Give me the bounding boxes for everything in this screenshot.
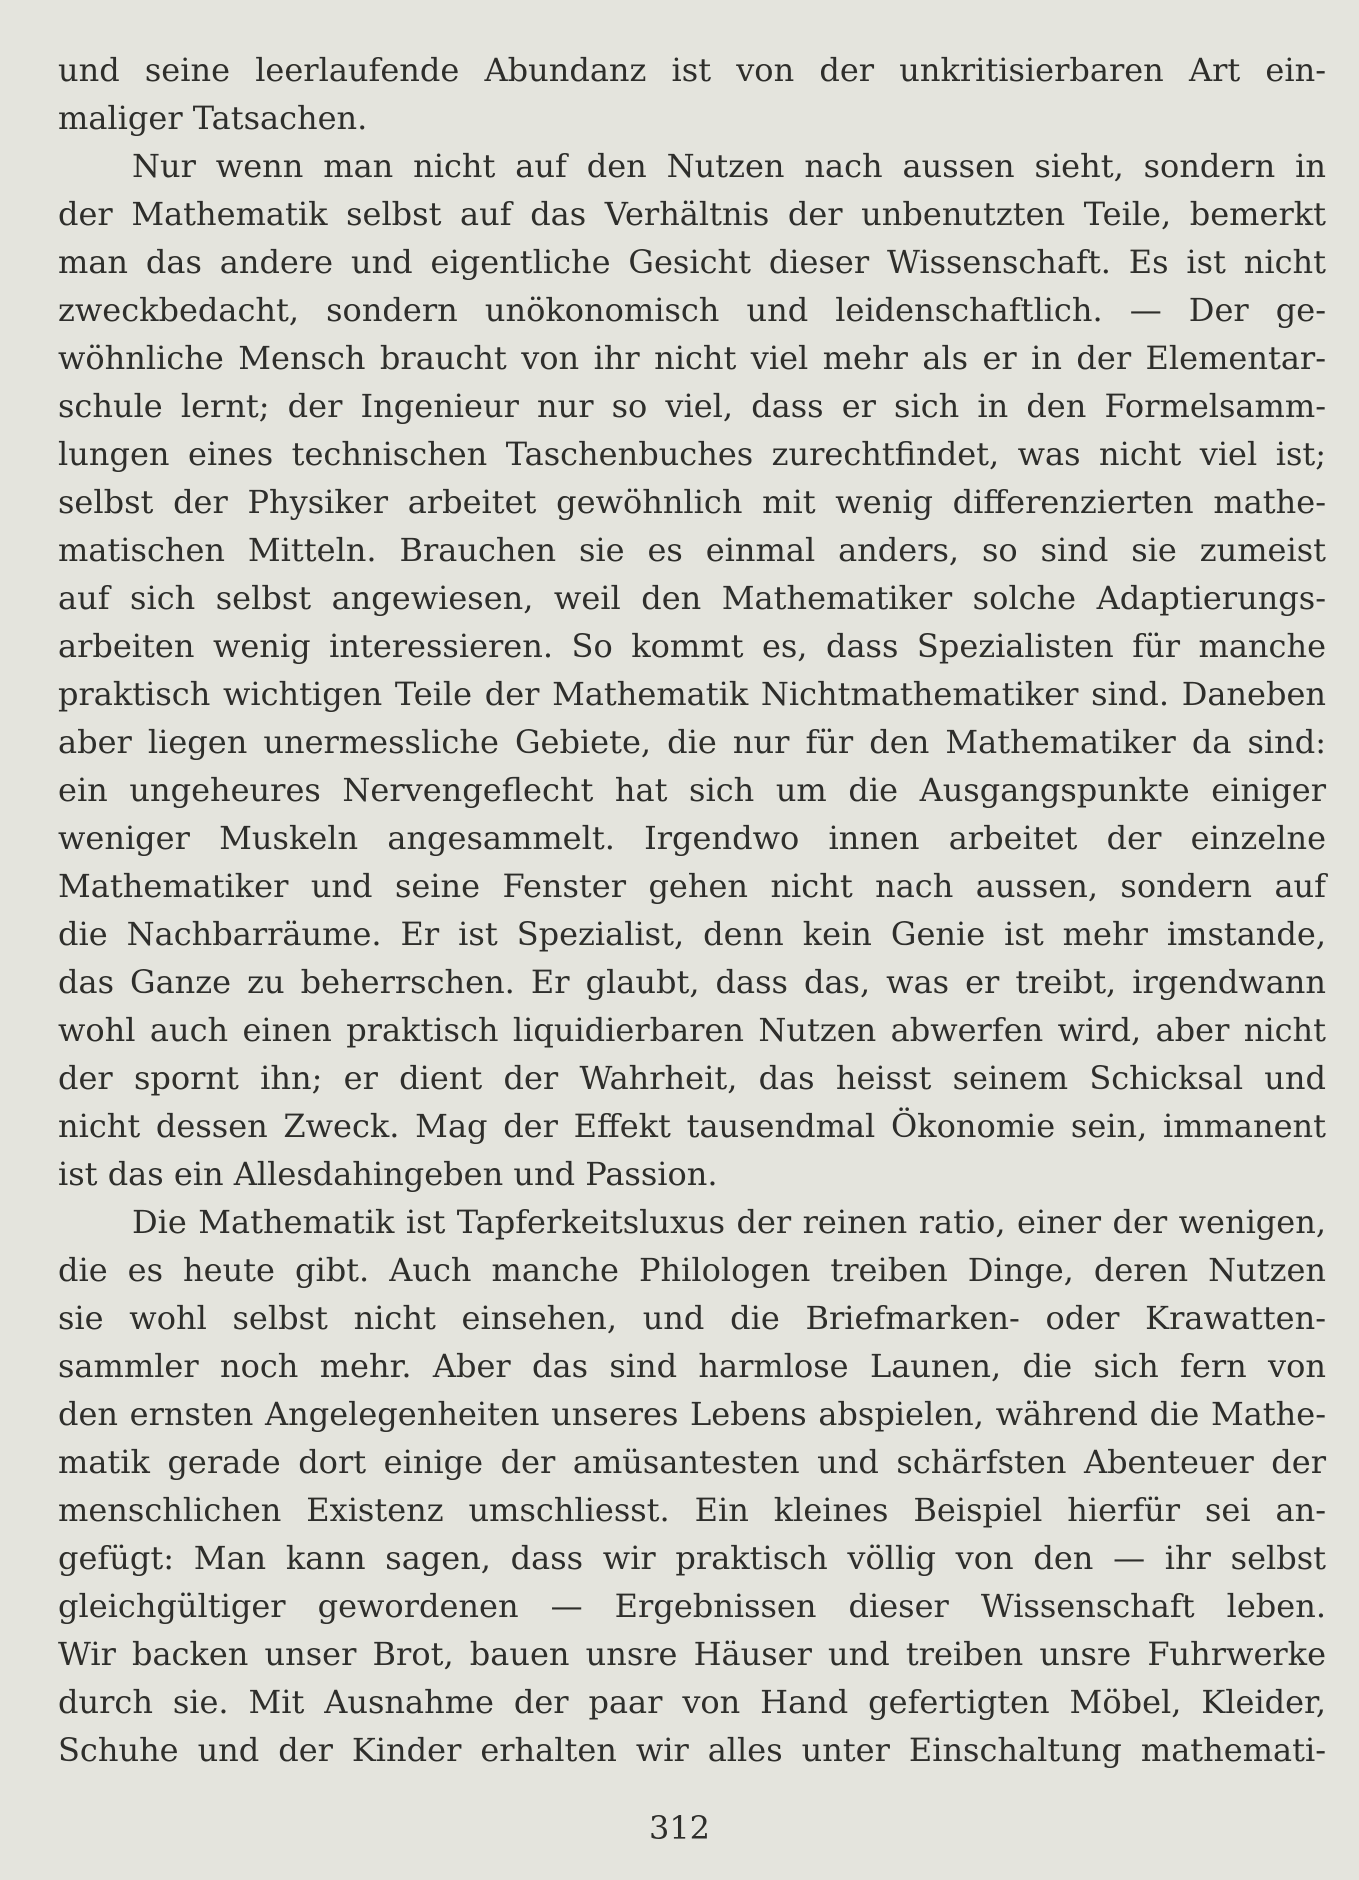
- text-line: ist das ein Allesdahingeben und Passion.: [58, 1155, 718, 1193]
- text-line: matik gerade dort einige der amüsantesten und schärfsten Abenteuer der: [58, 1443, 1326, 1481]
- text-line: menschlichen Existenz umschliesst. Ein kleines Beispiel hierfür sei an-: [58, 1491, 1326, 1529]
- text-line: zweckbedacht, sondern unökonomisch und leidenschaftlich. — Der ge-: [58, 291, 1326, 329]
- text-line: schule lernt; der Ingenieur nur so viel, dass er sich in den Formelsamm-: [58, 387, 1326, 425]
- text-line: wöhnliche Mensch braucht von ihr nicht viel mehr als er in der Elementar-: [58, 339, 1326, 377]
- paragraph-3: [58, 1198, 1326, 1774]
- text-line: sammler noch mehr. Aber das sind harmlose Launen, die sich fern von: [58, 1347, 1326, 1385]
- text-line: Nur wenn man nicht auf den Nutzen nach aussen sieht, sondern in: [132, 147, 1326, 185]
- text-line: weniger Muskeln angesammelt. Irgendwo innen arbeitet der einzelne: [58, 819, 1326, 857]
- text-line: ein ungeheures Nervengeflecht hat sich um die Ausgangspunkte einiger: [58, 771, 1326, 809]
- text-line: und seine leerlaufende Abundanz ist von der unkritisierbaren Art ein-: [58, 51, 1326, 89]
- text-line: Wir backen unser Brot, bauen unsre Häuser und treiben unsre Fuhrwerke: [58, 1635, 1326, 1673]
- body-text: [58, 46, 1326, 1774]
- text-line: der Mathematik selbst auf das Verhältnis der unbenutzten Teile, bemerkt: [58, 195, 1326, 233]
- text-line: selbst der Physiker arbeitet gewöhnlich mit wenig differenzierten mathe-: [58, 483, 1326, 521]
- page-number: 312: [648, 1809, 711, 1847]
- text-line: der spornt ihn; er dient der Wahrheit, das heisst seinem Schicksal und: [58, 1059, 1326, 1097]
- text-line: nicht dessen Zweck. Mag der Effekt tausendmal Ökonomie sein, immanent: [58, 1107, 1326, 1145]
- text-line: maliger Tatsachen.: [58, 99, 368, 137]
- text-line: lungen eines technischen Taschenbuches zurechtfindet, was nicht viel ist;: [58, 435, 1326, 473]
- paragraph-2: [58, 142, 1326, 1198]
- text-line: matischen Mitteln. Brauchen sie es einmal anders, so sind sie zumeist: [58, 531, 1326, 569]
- text-line: sie wohl selbst nicht einsehen, und die Briefmarken- oder Krawatten-: [58, 1299, 1326, 1337]
- text-line: gefügt: Man kann sagen, dass wir praktisch völlig von den — ihr selbst: [58, 1539, 1326, 1577]
- text-line: praktisch wichtigen Teile der Mathematik Nichtmathematiker sind. Daneben: [58, 675, 1326, 713]
- text-line: man das andere und eigentliche Gesicht dieser Wissenschaft. Es ist nicht: [58, 243, 1326, 281]
- text-line: Schuhe und der Kinder erhalten wir alles unter Einschaltung mathemati-: [58, 1731, 1326, 1769]
- text-line: durch sie. Mit Ausnahme der paar von Hand gefertigten Möbel, Kleider,: [58, 1683, 1326, 1721]
- text-line: gleichgültiger gewordenen — Ergebnissen dieser Wissenschaft leben.: [58, 1587, 1326, 1625]
- text-line: auf sich selbst angewiesen, weil den Mathematiker solche Adaptierungs-: [58, 579, 1326, 617]
- text-line: die es heute gibt. Auch manche Philologen treiben Dinge, deren Nutzen: [58, 1251, 1326, 1289]
- text-line: arbeiten wenig interessieren. So kommt es, dass Spezialisten für manche: [58, 627, 1326, 665]
- paragraph-1: [58, 46, 1326, 142]
- text-line: Die Mathematik ist Tapferkeitsluxus der reinen ratio, einer der wenigen,: [132, 1203, 1326, 1241]
- text-line: aber liegen unermessliche Gebiete, die nur für den Mathematiker da sind:: [58, 723, 1326, 761]
- text-line: das Ganze zu beherrschen. Er glaubt, dass das, was er treibt, irgendwann: [58, 963, 1326, 1001]
- text-line: Mathematiker und seine Fenster gehen nicht nach aussen, sondern auf: [58, 867, 1326, 905]
- text-line: den ernsten Angelegenheiten unseres Lebens abspielen, während die Mathe-: [58, 1395, 1326, 1433]
- text-line: wohl auch einen praktisch liquidierbaren Nutzen abwerfen wird, aber nicht: [58, 1011, 1326, 1049]
- text-line: die Nachbarräume. Er ist Spezialist, denn kein Genie ist mehr imstande,: [58, 915, 1326, 953]
